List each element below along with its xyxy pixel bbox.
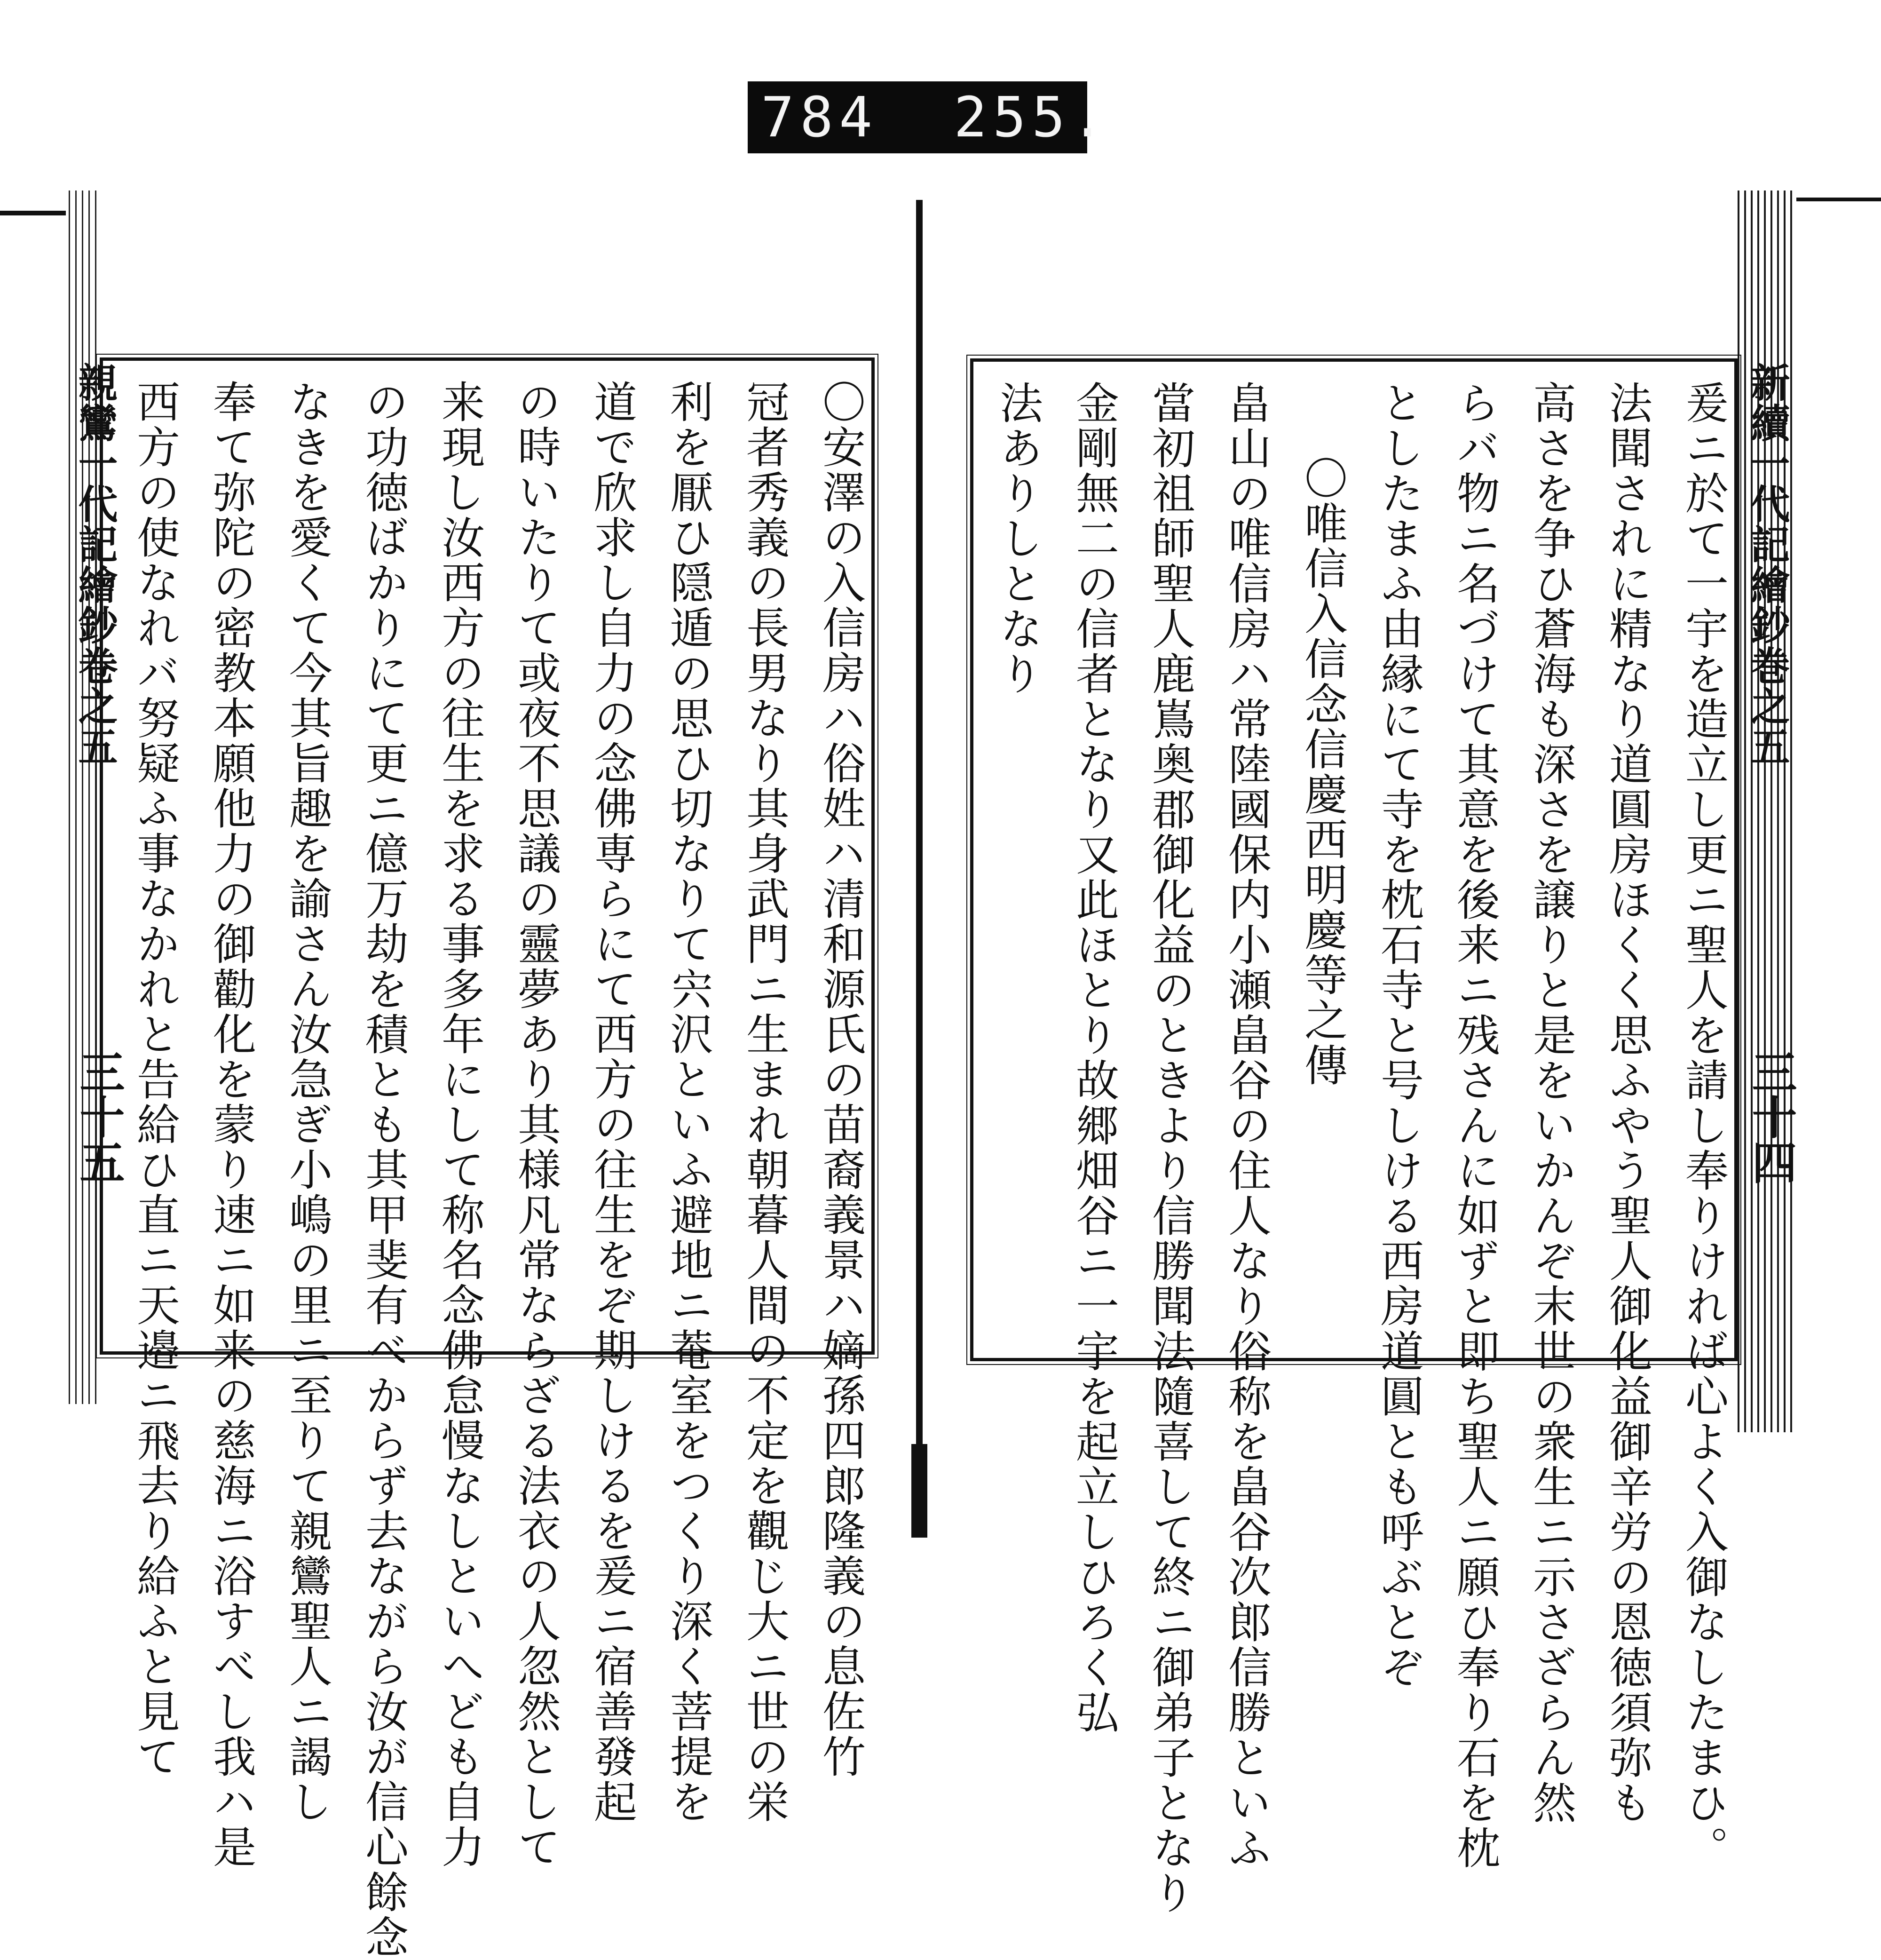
text-column: 畠山の唯信房ハ常陸國保内小瀬畠谷の住人なり俗称を畠谷次郎信勝といふ: [1221, 381, 1272, 1871]
right-page-title: 新續一代記繪鈔巻之五: [1744, 362, 1791, 767]
text-column: らバ物ニ名づけて其意を後来ニ残さんに如ずと即ち聖人ニ願ひ奉り石を枕: [1450, 381, 1500, 1871]
catalog-label-plate: [748, 81, 1110, 153]
section-heading: 〇唯信入信念信慶西明慶等之傳: [1297, 456, 1348, 1088]
book-spine-line: [916, 200, 923, 1538]
text-column: 冠者秀義の長男なり其身武門ニ生まれ朝暮人間の不定を觀じ大ニ世の栄: [739, 380, 790, 1825]
text-column: 法聞されに精なり道圓房ほくく思ふやう聖人御化益御辛労の恩徳須弥も: [1602, 381, 1652, 1825]
left-margin-rule: [0, 211, 71, 215]
text-column: 法ありしとなり: [993, 381, 1043, 697]
text-column: なきを愛くて今其旨趣を諭さん汝急ぎ小嶋の里ニ至りて親鸞聖人ニ謁し: [282, 380, 332, 1825]
right-margin-rule: [1792, 198, 1881, 201]
catalog-number-right: 255.: [954, 85, 1110, 150]
text-column: 當初祖師聖人鹿嶌奥郡御化益のときより信勝聞法隨喜して終ニ御弟子となり: [1145, 381, 1195, 1916]
catalog-number-left: 784: [761, 85, 878, 150]
text-column: 利を厭ひ隠遁の思ひ切なりて宍沢といふ避地ニ菴室をつくり深く菩提を: [663, 380, 713, 1825]
text-column: としたまふ由縁にて寺を枕石寺と号しける西房道圓とも呼ぶとぞ: [1374, 381, 1424, 1690]
text-column: 爰ニ於て一宇を造立し更ニ聖人を請し奉りければ心よく入御なしたまひ。: [1678, 381, 1729, 1871]
text-column: 〇安澤の入信房ハ俗姓ハ清和源氏の苗裔義景ハ嫡孫四郎隆義の息佐竹: [815, 380, 866, 1779]
text-column: 金剛無二の信者となり又此ほとり故郷畑谷ニ一宇を起立しひろく弘: [1069, 381, 1119, 1735]
right-page-text-frame: [970, 358, 1738, 1916]
left-page-text-frame: [100, 357, 875, 1960]
text-column: 高さを争ひ蒼海も深さを譲りと是をいかんぞ末世の衆生ニ示さざらん然: [1526, 381, 1576, 1825]
book-spine-foot: [911, 1444, 927, 1538]
left-page-folio: 三十五: [72, 1049, 126, 1184]
text-column: 来現し汝西方の往生を求る事多年にして称名念佛怠慢なしといへども自力: [435, 380, 485, 1870]
text-column: 道で欣求し自力の念佛専らにて西方の往生をぞ期しけるを爰ニ宿善發起: [587, 380, 637, 1825]
right-page-folio: 三十四: [1745, 1049, 1798, 1184]
text-column: の時いたりて或夜不思議の靈夢あり其様凡常ならざる法衣の人忽然として: [511, 380, 561, 1870]
text-column: 西方の使なれバ努疑ふ事なかれと告給ひ直ニ天邉ニ飛去り給ふと見て: [130, 380, 180, 1779]
text-column: の功徳ばかりにて更ニ億万劫を積とも其甲斐有べからず去ながら汝が信心餘念: [358, 380, 409, 1960]
text-column: 奉て弥陀の密教本願他力の御勸化を蒙り速ニ如来の慈海ニ浴すべし我ハ是: [206, 380, 256, 1870]
left-page-title: 親鸞一代記繪鈔卷之五: [72, 362, 119, 767]
